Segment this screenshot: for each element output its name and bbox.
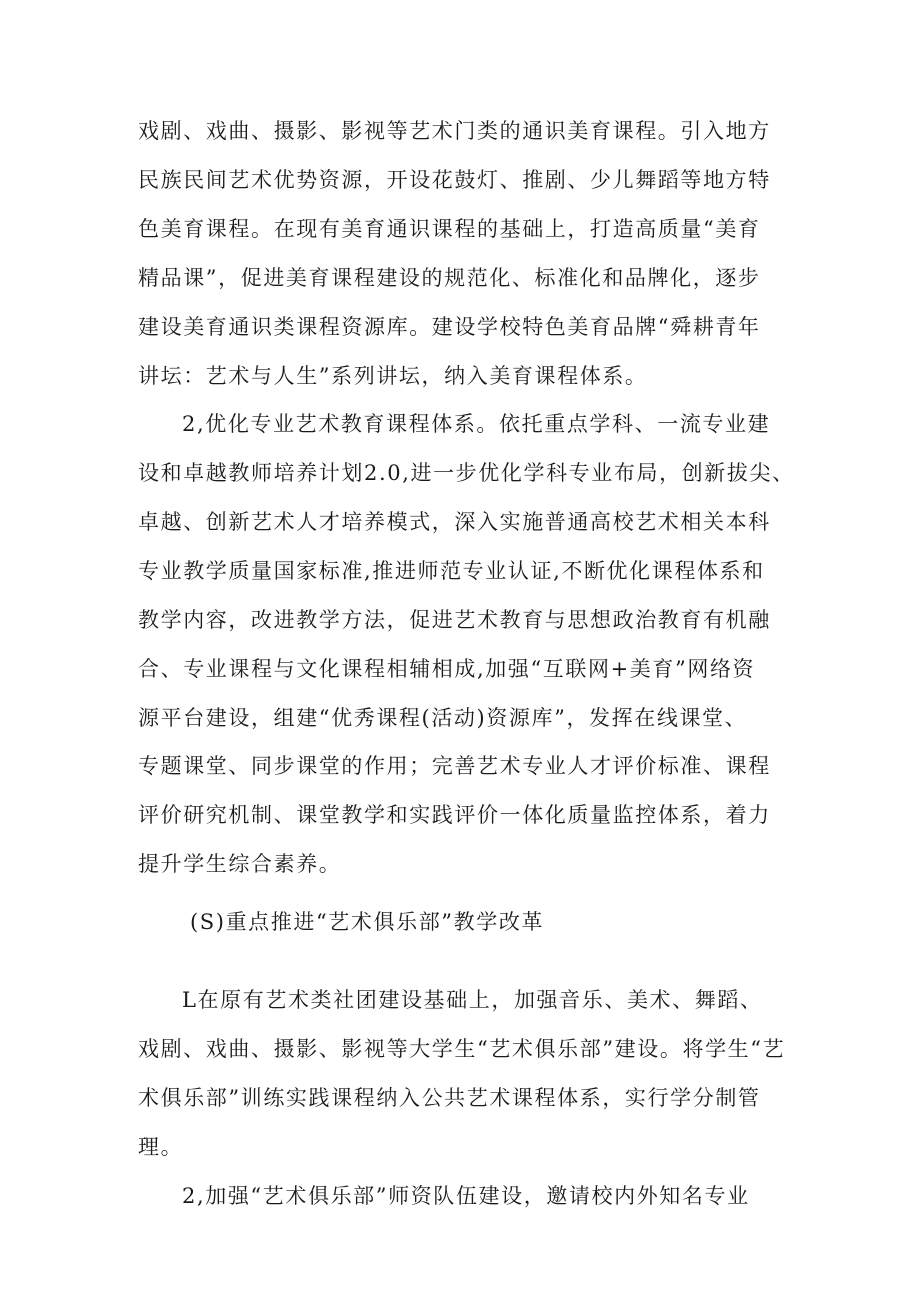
paragraph-2-line-9: 评价研究机制、课堂教学和实践评价一体化质量监控体系，着力 bbox=[138, 803, 771, 827]
paragraph-2-line-8: 专题课堂、同步课堂的作用；完善艺术专业人才评价标准、课程 bbox=[138, 754, 771, 778]
section-heading: (S)重点推进“艺术俱乐部”教学改革 bbox=[190, 910, 545, 934]
paragraph-4-line-1: 2,加强“艺术俱乐部”师资队伍建设，邀请校内外知名专业 bbox=[182, 1184, 750, 1208]
paragraph-1-line-1: 戏剧、戏曲、摄影、影视等艺术门类的通识美育课程。引入地方 bbox=[138, 119, 771, 143]
paragraph-3-line-4: 理。 bbox=[138, 1135, 184, 1159]
paragraph-2-line-10: 提升学生综合素养。 bbox=[138, 852, 342, 876]
paragraph-2-line-2: 设和卓越教师培养计划2.0,进一步优化学科专业布局，创新拔尖、 bbox=[138, 461, 795, 485]
paragraph-3-line-1: L在原有艺术类社团建设基础上，加强音乐、美术、舞蹈、 bbox=[182, 988, 763, 1012]
paragraph-1-line-5: 建设美育通识类课程资源库。建设学校特色美育品牌“舜耕青年 bbox=[138, 315, 761, 339]
paragraph-2-line-3: 卓越、创新艺术人才培养模式，深入实施普通高校艺术相关本科 bbox=[138, 510, 771, 534]
paragraph-2-line-7: 源平台建设，组建“优秀课程(活动)资源库”，发挥在线课堂、 bbox=[138, 706, 748, 730]
paragraph-1-line-2: 民族民间艺术优势资源，开设花鼓灯、推剧、少儿舞蹈等地方特 bbox=[138, 168, 771, 192]
paragraph-2-line-4: 专业教学质量国家标准,推进师范专业认证,不断优化课程体系和 bbox=[138, 559, 765, 583]
paragraph-1-line-4: 精品课”，促进美育课程建设的规范化、标准化和品牌化，逐步 bbox=[138, 266, 761, 290]
paragraph-1-line-3: 色美育课程。在现有美育通识课程的基础上，打造高质量“美育 bbox=[138, 217, 761, 241]
paragraph-2-line-5: 教学内容，改进教学方法，促进艺术教育与思想政治教育有机融 bbox=[138, 608, 771, 632]
paragraph-2-line-1: 2,优化专业艺术教育课程体系。依托重点学科、一流专业建 bbox=[182, 412, 771, 436]
paragraph-3-line-2: 戏剧、戏曲、摄影、影视等大学生“艺术俱乐部”建设。将学生“艺 bbox=[138, 1037, 786, 1061]
paragraph-2-line-6: 合、专业课程与文化课程相辅相成,加强“互联网+美育”网络资 bbox=[138, 657, 756, 681]
paragraph-1-line-6: 讲坛：艺术与人生”系列讲坛，纳入美育课程体系。 bbox=[138, 364, 648, 388]
paragraph-3-line-3: 术俱乐部”训练实践课程纳入公共艺术课程体系，实行学分制管 bbox=[138, 1086, 761, 1110]
